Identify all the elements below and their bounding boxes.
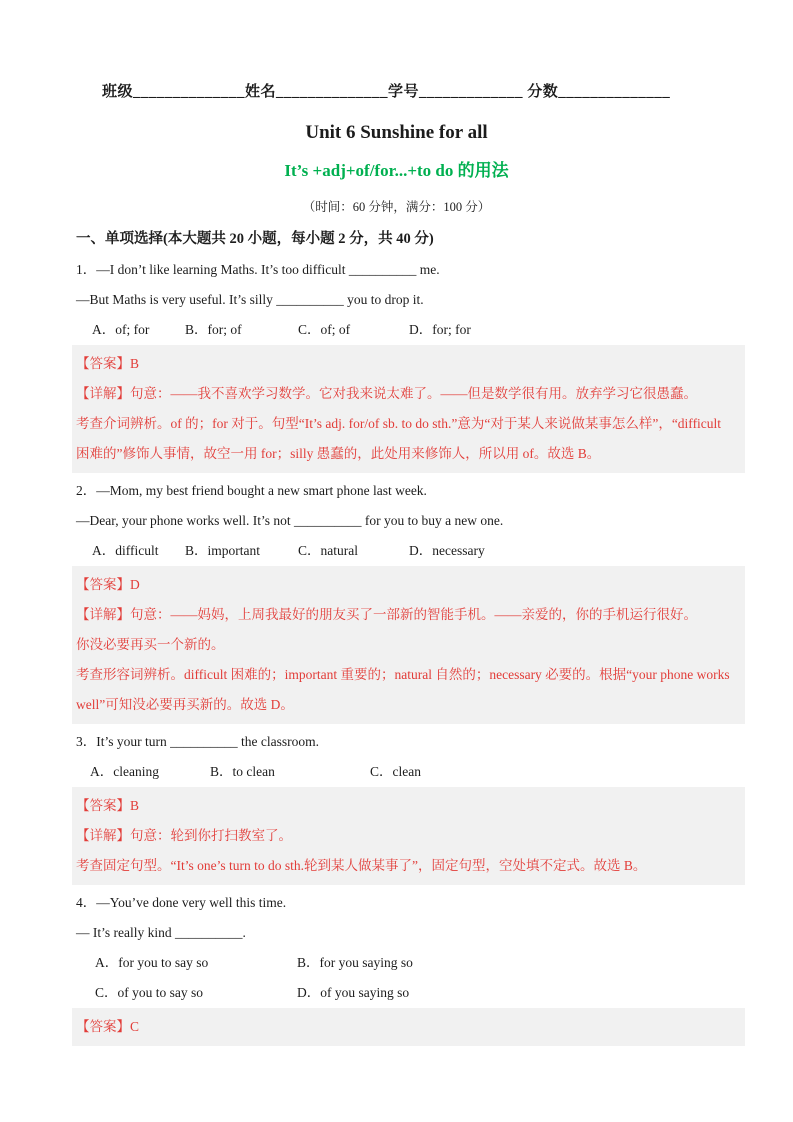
explanation-line: 考查固定句型。“It’s one’s turn to do sth.轮到某人做某事了”，固定句型，空处填不定式。故选 B。 bbox=[76, 858, 647, 873]
question-4 bbox=[76, 888, 717, 1046]
explanation-line: 【详解】句意：——我不喜欢学习数学。它对我来说太难了。——但是数学很有用。放弃学习它很愚蠢。 bbox=[76, 386, 697, 401]
options-row bbox=[76, 536, 717, 566]
time-note: （时间：60 分钟，满分：100 分） bbox=[302, 200, 491, 214]
option-b: B．important bbox=[185, 543, 260, 558]
question-stem: 1．—I don’t like learning Maths. It’s too difficult __________ me. bbox=[76, 262, 440, 277]
option-a: A．for you to say so bbox=[95, 955, 209, 970]
question-stem: — It’s really kind __________. bbox=[76, 925, 246, 940]
explanation-line: 考查形容词辨析。difficult 困难的；important 重要的；natural 自然的；necessary 必要的。根据“your phone works bbox=[76, 667, 730, 682]
question-stem: 2．—Mom, my best friend bought a new smart phone last week. bbox=[76, 483, 427, 498]
section-heading: 一、单项选择(本大题共 20 小题，每小题 2 分，共 40 分) bbox=[76, 231, 434, 247]
options-row bbox=[76, 948, 717, 978]
options-row bbox=[76, 757, 717, 787]
option-a: A．difficult bbox=[92, 543, 159, 558]
question-stem: 4．—You’ve done very well this time. bbox=[76, 895, 287, 910]
answer-line: 【答案】C bbox=[76, 1019, 140, 1034]
answer-line: 【答案】B bbox=[76, 356, 140, 371]
options-row bbox=[76, 978, 717, 1008]
answer-block bbox=[72, 566, 745, 724]
student-info-line: 班级______________姓名______________学号_____________ 分数______________ bbox=[102, 84, 671, 100]
option-a: A．of; for bbox=[92, 322, 150, 337]
question-1 bbox=[76, 255, 722, 473]
options-row bbox=[76, 315, 717, 345]
explanation-line: 【详解】句意：——妈妈，上周我最好的朋友买了一部新的智能手机。——亲爱的，你的手机运行很好。 bbox=[76, 607, 697, 622]
option-d: D．for; for bbox=[409, 322, 471, 337]
explanation-line: 考查介词辨析。of 的；for 对于。句型“It’s adj. for/of sb. to do sth.”意为“对于某人来说做某事怎么样”，“difficult bbox=[76, 416, 722, 431]
explanation-line: 【详解】句意：轮到你打扫教室了。 bbox=[76, 828, 292, 843]
answer-block bbox=[72, 1008, 745, 1046]
option-c: C．of; of bbox=[298, 322, 351, 337]
answer-block bbox=[72, 345, 745, 473]
doc-subtitle: It’s +adj+of/for...+to do 的用法 bbox=[284, 161, 509, 180]
option-b: B．for; of bbox=[185, 322, 242, 337]
question-2 bbox=[76, 476, 730, 724]
answer-line: 【答案】D bbox=[76, 577, 140, 592]
question-stem: —But Maths is very useful. It’s silly __________ you to drop it. bbox=[76, 292, 424, 307]
answer-line: 【答案】B bbox=[76, 798, 140, 813]
explanation-line: well”可知没必要再买新的。故选 D。 bbox=[76, 697, 294, 712]
question-stem: —Dear, your phone works well. It’s not __________ for you to buy a new one. bbox=[76, 513, 504, 528]
question-stem: 3．It’s your turn __________ the classroom. bbox=[76, 734, 319, 749]
option-b: B．for you saying so bbox=[297, 955, 413, 970]
option-c: C．clean bbox=[370, 764, 421, 779]
explanation-line: 你没必要再买一个新的。 bbox=[76, 637, 225, 652]
doc-title: Unit 6 Sunshine for all bbox=[305, 122, 488, 143]
answer-block bbox=[72, 787, 745, 885]
option-c: C．natural bbox=[298, 543, 358, 558]
question-3 bbox=[76, 727, 717, 885]
option-d: D．of you saying so bbox=[297, 985, 410, 1000]
option-c: C．of you to say so bbox=[95, 985, 203, 1000]
explanation-line: 困难的”修饰人事情，故空一用 for；silly 愚蠢的，此处用来修饰人，所以用 of。故选 B。 bbox=[76, 446, 601, 461]
option-d: D．necessary bbox=[409, 543, 485, 558]
option-a: A．cleaning bbox=[90, 764, 159, 779]
option-b: B．to clean bbox=[210, 764, 275, 779]
